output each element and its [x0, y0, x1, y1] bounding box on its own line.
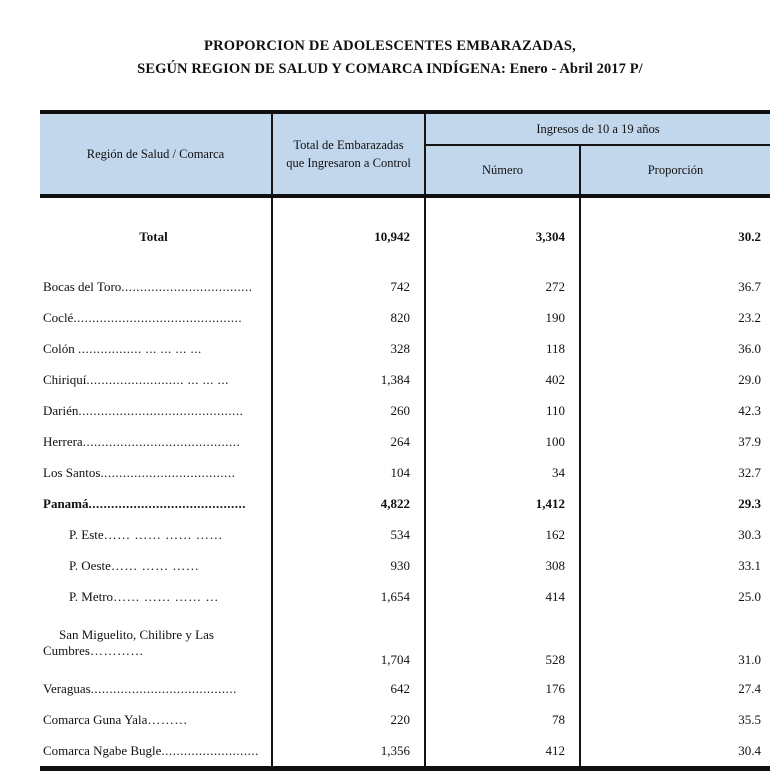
cell-total: 104 [272, 457, 425, 488]
row-label-text: Panamá [43, 495, 89, 511]
cell-numero: 118 [425, 333, 580, 364]
cell-proporcion: 31.0 [738, 652, 761, 667]
page-title: PROPORCION DE ADOLESCENTES EMBARAZADAS, [204, 38, 576, 54]
cell-proporcion: 36.7 [738, 278, 761, 294]
total-row-label: Total [40, 217, 272, 257]
table-total-row [40, 217, 770, 257]
cell-proporcion: 33.1 [738, 557, 761, 573]
spacer-above-total [40, 198, 770, 217]
table-row [40, 302, 770, 333]
dot-leader: …… …… …… …… [103, 526, 223, 542]
report-table [40, 110, 770, 766]
column-header-proporcion: Proporción [580, 145, 770, 194]
cell-numero: 110 [425, 395, 580, 426]
cell-proporcion: 25.0 [738, 588, 761, 604]
table-row [40, 519, 770, 550]
row-label [40, 519, 272, 550]
column-header-group: Ingresos de 10 a 19 años [425, 114, 770, 145]
cell-proporcion: 27.4 [738, 680, 761, 696]
row-label [40, 395, 272, 426]
row-label-text-continued: Cumbres………… [43, 642, 144, 658]
row-label [40, 704, 272, 735]
row-label [40, 550, 272, 581]
cell-total: 642 [272, 673, 425, 704]
dot-leader: ……… [147, 711, 188, 727]
table-row [40, 704, 770, 735]
spacer-cell [40, 198, 272, 217]
cell-total: 260 [272, 395, 425, 426]
cell-numero: 100 [425, 426, 580, 457]
dot-leader: …… …… …… … [113, 588, 219, 604]
spacer-cell [580, 257, 770, 271]
row-label [40, 302, 272, 333]
row-label-text: Veraguas [43, 680, 91, 696]
spacer-cell [272, 257, 425, 271]
cell-numero: 34 [425, 457, 580, 488]
cell-total: 220 [272, 704, 425, 735]
document-title-block [0, 0, 780, 81]
row-label-text: Herrera [43, 433, 83, 449]
row-label-text: Bocas del Toro [43, 278, 122, 294]
column-header-region: Región de Salud / Comarca [40, 114, 272, 194]
table-bottom-rule [40, 766, 770, 771]
row-label [40, 271, 272, 302]
row-label-text: P. Metro [69, 588, 114, 604]
cell-numero: 308 [425, 550, 580, 581]
dot-leader: .................................... [100, 464, 236, 480]
cell-proporcion: 32.7 [738, 464, 761, 480]
cell-proporcion: 30.4 [738, 742, 761, 758]
cell-numero: 78 [425, 704, 580, 735]
cell-total: 1,654 [272, 581, 425, 612]
row-label [40, 488, 272, 519]
table-header [40, 110, 770, 198]
cell-proporcion: 23.2 [738, 309, 761, 325]
dot-leader: ............................................ [78, 402, 244, 418]
total-cell-total: 10,942 [272, 217, 425, 257]
row-label-text: Comarca Guna Yala [43, 711, 148, 727]
table-row [40, 395, 770, 426]
cell-proporcion: 35.5 [738, 711, 761, 727]
table-row [40, 581, 770, 612]
table-body [40, 198, 770, 766]
cell-proporcion: 42.3 [738, 402, 761, 418]
row-label [40, 581, 272, 612]
spacer-below-total [40, 257, 770, 271]
dot-leader: .......................................... [88, 495, 246, 511]
dot-leader: ................................... [121, 278, 253, 294]
cell-total: 1,704 [272, 612, 425, 673]
cell-numero: 1,412 [425, 488, 580, 519]
table-row [40, 457, 770, 488]
cell-numero: 414 [425, 581, 580, 612]
table-row [40, 550, 770, 581]
spacer-cell [40, 257, 272, 271]
row-label [40, 333, 272, 364]
dot-leader: ............................................. [73, 309, 243, 325]
cell-total: 930 [272, 550, 425, 581]
cell-total: 328 [272, 333, 425, 364]
row-label-text: Los Santos [43, 464, 101, 480]
row-label [40, 673, 272, 704]
total-cell-numero: 3,304 [425, 217, 580, 257]
table-row [40, 364, 770, 395]
cell-proporcion: 36.0 [738, 340, 761, 356]
row-label-text: P. Este [69, 526, 104, 542]
cell-numero: 412 [425, 735, 580, 766]
dot-leader: ....................................... [90, 680, 237, 696]
cell-total: 1,384 [272, 364, 425, 395]
row-label-text: Coclé [43, 309, 74, 325]
cell-numero: 176 [425, 673, 580, 704]
cell-numero: 162 [425, 519, 580, 550]
cell-proporcion: 30.3 [738, 526, 761, 542]
total-cell-proporcion: 30.2 [738, 229, 761, 244]
cell-total: 742 [272, 271, 425, 302]
row-label [40, 735, 272, 766]
row-label [40, 426, 272, 457]
cell-total: 820 [272, 302, 425, 333]
cell-numero: 402 [425, 364, 580, 395]
cell-total: 1,356 [272, 735, 425, 766]
cell-total: 534 [272, 519, 425, 550]
table-row [40, 271, 770, 302]
report-table-wrap [40, 110, 770, 771]
row-label-text: Colón [43, 340, 79, 356]
row-label [40, 457, 272, 488]
spacer-cell [425, 257, 580, 271]
page-subtitle: SEGÚN REGION DE SALUD Y COMARCA INDÍGENA: Enero - Abril 2017 P/ [137, 60, 643, 77]
spacer-cell [272, 198, 425, 217]
row-label-text: Darién [43, 402, 79, 418]
column-header-numero: Número [425, 145, 580, 194]
dot-leader: …… …… …… [110, 557, 200, 573]
cell-proporcion: 29.3 [738, 495, 761, 511]
table-row [40, 612, 770, 673]
row-label-text: Comarca Ngabe Bugle [43, 742, 162, 758]
dot-leader: ................. ... ... ... ... [78, 340, 202, 356]
dot-leader: .......................... [161, 742, 259, 758]
table-row [40, 673, 770, 704]
table-row [40, 488, 770, 519]
cell-numero: 528 [425, 612, 580, 673]
cell-proporcion: 37.9 [738, 433, 761, 449]
row-label [40, 364, 272, 395]
column-header-total: Total de Embarazadas que Ingresaron a Control [272, 114, 425, 194]
spacer-cell [425, 198, 580, 217]
table-row [40, 333, 770, 364]
cell-total: 4,822 [272, 488, 425, 519]
cell-proporcion: 29.0 [738, 371, 761, 387]
dot-leader: ………… [89, 642, 144, 658]
cell-numero: 272 [425, 271, 580, 302]
table-row [40, 735, 770, 766]
header-row-top [40, 114, 770, 145]
spacer-cell [580, 198, 770, 217]
dot-leader: .......................................... [82, 433, 241, 449]
row-label-text: Chiriquí [43, 371, 87, 387]
row-label-text: San Miguelito, Chilibre y Las [59, 626, 214, 642]
cell-total: 264 [272, 426, 425, 457]
row-label [40, 612, 272, 673]
row-label-text: P. Oeste [69, 557, 111, 573]
cell-numero: 190 [425, 302, 580, 333]
table-row [40, 426, 770, 457]
dot-leader: .......................... ... ... ... [86, 371, 229, 387]
